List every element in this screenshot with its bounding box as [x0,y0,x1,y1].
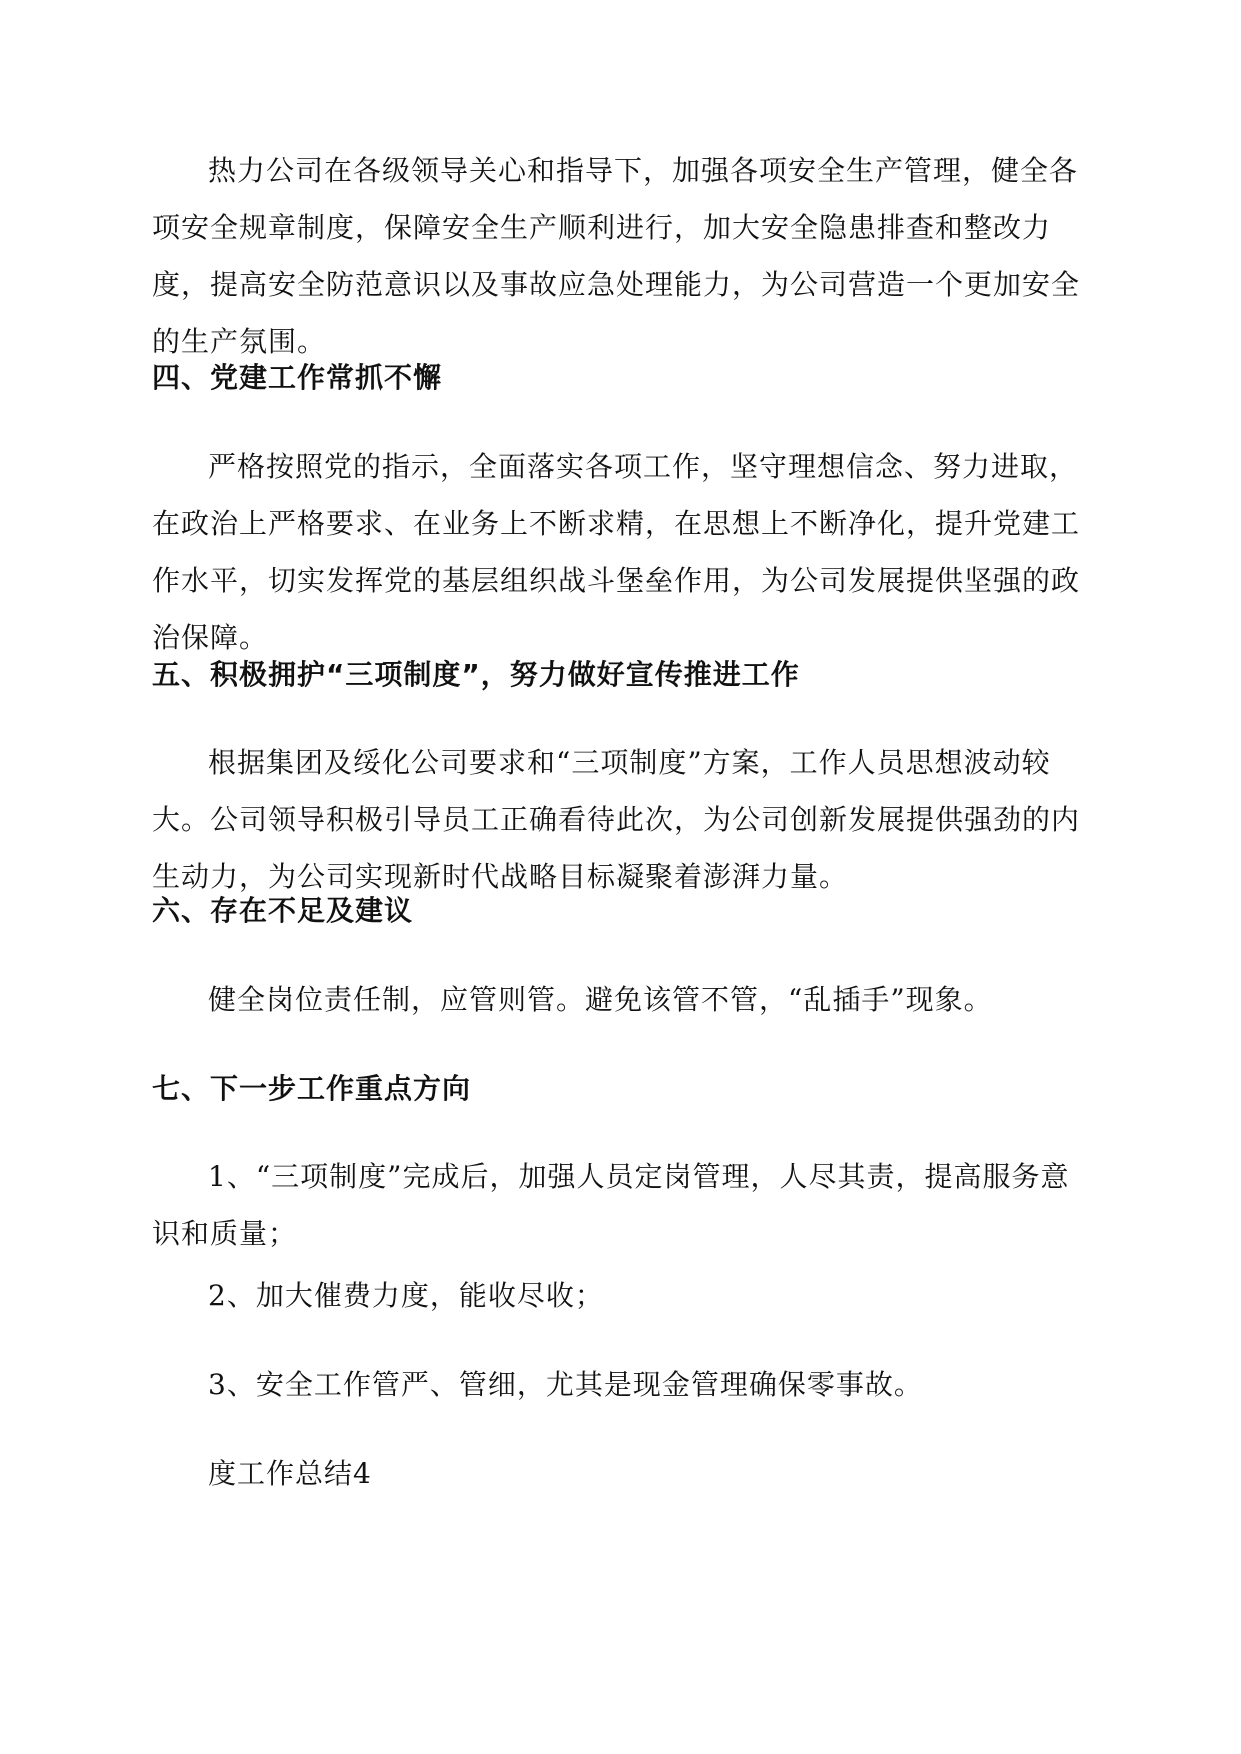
heading-section-7 [152,1060,1092,1117]
paragraph-three-systems [152,734,1092,905]
paragraph-text: 度工作总结4 [208,1457,372,1490]
heading-section-6 [152,882,1092,939]
heading-section-5 [152,646,1092,703]
list-item-3 [152,1356,1092,1413]
paragraph-text: 3、安全工作管严、管细，尤其是现金管理确保零事故。 [208,1368,923,1401]
paragraph-text: 严格按照党的指示，全面落实各项工作，坚守理想信念、努力进取，在政治上严格要求、在业务上不断求精，在思想上不断净化，提升党建工作水平，切实发挥党的基层组织战斗堡垒作用，为公司发展提供坚强的政治保障。 [152,450,1081,654]
paragraph-safety [152,142,1092,370]
paragraph-text: 1、“三项制度”完成后，加强人员定岗管理，人尽其责，提高服务意识和质量； [152,1160,1070,1250]
paragraph-shortcomings [152,971,1092,1028]
paragraph-text: 健全岗位责任制，应管则管。避免该管不管，“乱插手”现象。 [208,983,993,1016]
heading-text: 七、下一步工作重点方向 [152,1072,472,1105]
paragraph-summary-title [152,1445,1092,1502]
paragraph-party-building [152,438,1092,666]
heading-section-4 [152,349,1092,406]
heading-text: 五、积极拥护“三项制度”，努力做好宣传推进工作 [152,658,800,691]
paragraph-text: 2、加大催费力度，能收尽收； [208,1279,604,1312]
heading-text: 四、党建工作常抓不懈 [152,361,443,394]
paragraph-text: 热力公司在各级领导关心和指导下，加强各项安全生产管理，健全各项安全规章制度，保障安全生产顺利进行，加大安全隐患排查和整改力度，提高安全防范意识以及事故应急处理能力，为公司营造一个更加安全的生产氛围。 [152,154,1081,358]
heading-text: 六、存在不足及建议 [152,894,414,927]
list-item-2 [152,1267,1092,1324]
paragraph-text: 根据集团及绥化公司要求和“三项制度”方案，工作人员思想波动较大。公司领导积极引导员工正确看待此次，为公司创新发展提供强劲的内生动力，为公司实现新时代战略目标凝聚着澎湃力量。 [152,746,1081,893]
list-item-1 [152,1148,1092,1262]
